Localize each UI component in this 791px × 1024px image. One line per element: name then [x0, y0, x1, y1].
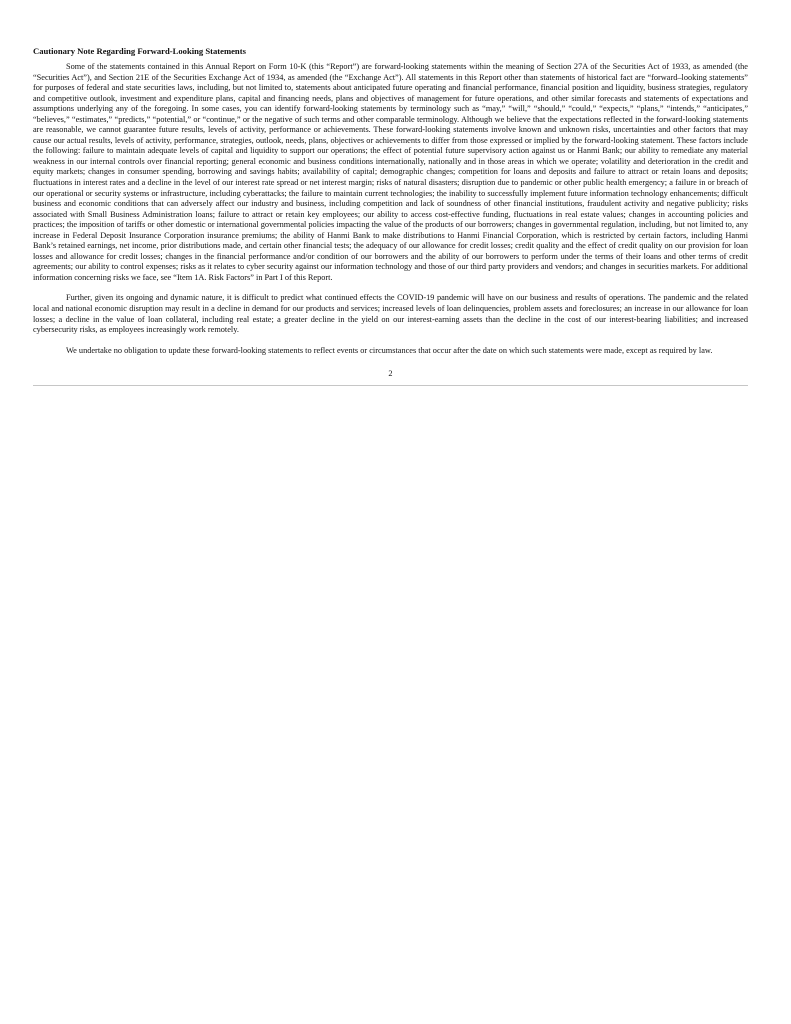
- document-page: [33, 46, 748, 386]
- section-heading: Cautionary Note Regarding Forward-Looking Statements: [33, 46, 246, 56]
- paragraph-forward-looking-statements: Some of the statements contained in this Annual Report on Form 10-K (this “Report”) are forward-looking statements within the meaning of Section 27A of the Securities Act of 1933, as amended (the “Securities Act”), and Section 21E of the Securities Exchange Act of 1934, as amended (the “Exchange Act”). All statements in this Report other than statements of historical fact are “forward–looking statements” for purposes of federal and state securities laws, including, but not limited to, statements about anticipated future operating and financial performance, financial position and liquidity, business strategies, regulatory and competitive outlook, investment and expenditure plans, capital and financing needs, plans and objectives of management for future operations, and other similar forecasts and statements of expectations and assumptions underlying any of the foregoing. In some cases, you can identify forward-looking statements by terminology such as “may,” “will,” “should,” “could,” “expects,” “plans,” “intends,” “anticipates,” “believes,” “estimates,” “predicts,” “potential,” or “continue,” or the negative of such terms and other comparable terminology. Although we believe that the expectations reflected in the forward-looking statements are reasonable, we cannot guarantee future results, levels of activity, performance or achievements. These forward-looking statements involve known and unknown risks, uncertainties and other factors that may cause our actual results, levels of activity, performance, strategies, outlook, needs, plans, objectives or achievements to differ from those expressed or implied by the forward-looking statement. These factors include the following: failure to maintain adequate levels of capital and liquidity to support our operations; the effect of potential future supervisory action against us or Hanmi Bank; our ability to remediate any material weakness in our internal controls over financial reporting; general economic and business conditions internationally, nationally and in those areas in which we operate; volatility and deterioration in the credit and equity markets; changes in consumer spending, borrowing and savings habits; availability of capital; demographic changes; competition for loans and deposits and failure to attract or retain loans and deposits; fluctuations in interest rates and a decline in the level of our interest rate spread or net interest margin; risks of natural disasters; disruption due to pandemic or other public health emergency; a failure in or breach of our operational or security systems or infrastructure, including cyberattacks; the failure to maintain current technologies; the inability to successfully implement future information technology enhancements; difficult business and economic conditions that can adversely affect our industry and business, including competition and lack of soundness of other financial institutions, fraudulent activity and negative publicity; risks associated with Small Business Administration loans; failure to attract or retain key employees; our ability to access cost-effective funding, fluctuations in real estate values; changes in accounting policies and practices; the imposition of tariffs or other domestic or international governmental policies impacting the value of the products of our borrowers; changes in governmental regulation, including, but not limited to, any increase in Federal Deposit Insurance Corporation insurance premiums; the ability of Hanmi Bank to make distributions to Hanmi Financial Corporation, which is restricted by certain factors, including Hanmi Bank’s retained earnings, net income, prior distributions made, and certain other financial tests; the adequacy of our allowance for credit losses; credit quality and the effect of credit quality on our provision for loan losses and allowance for credit losses; changes in the financial performance and/or condition of our borrowers and the ability of our borrowers to perform under the terms of their loans and other terms of credit agreements; our ability to control expenses; risks as it relates to cyber security against our information technology and those of our third party providers and vendors; and changes in securities markets. For additional information concerning risks we face, see “Item 1A. Risk Factors” in Part I of this Report.: [33, 62, 748, 282]
- page-divider: [33, 385, 748, 386]
- page-number: 2: [388, 369, 393, 379]
- paragraph-no-obligation: We undertake no obligation to update these forward-looking statements to reflect events or circumstances that occur after the date on which such statements were made, except as required by law.: [66, 345, 713, 355]
- paragraph-covid-19: Further, given its ongoing and dynamic nature, it is difficult to predict what continued effects the COVID-19 pandemic will have on our business and results of operations. The pandemic and the related local and national economic disruption may result in a decline in demand for our products and services; increased levels of loan delinquencies, problem assets and foreclosures; an increase in our allowance for loan losses; a decline in the value of loan collateral, including real estate; a greater decline in the yield on our interest-earning assets than the decline in the cost of our interest-bearing liabilities; and increased cybersecurity risks, as employees increasingly work remotely.: [33, 293, 748, 335]
